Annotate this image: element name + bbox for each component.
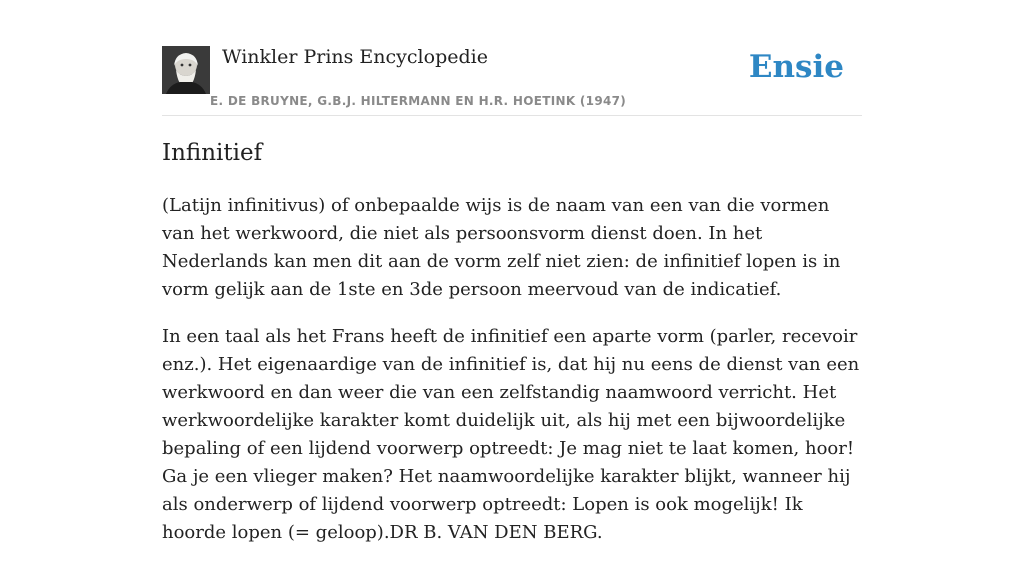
author-avatar[interactable] bbox=[162, 46, 210, 94]
source-authors: E. DE BRUYNE, G.B.J. HILTERMANN EN H.R. HOETINK (1947) bbox=[210, 94, 627, 108]
article-paragraph: In een taal als het Frans heeft de infinitief een aparte vorm (parler, recevoir enz.). Het eigenaardige van de infinitief is, dat hij nu eens de dienst van een werkwoord en dan weer die van een zelfstandig naamwoord verricht. Het werkwoordelijke karakter komt duidelijk uit, als hij met een bijwoordelijke bepaling of een lijdend voorwerp optreedt: Je mag niet te laat komen, hoor! Ga je een vlieger maken? Het naamwoordelijke karakter blijkt, wanneer hij als onderwerp of lijdend voorwerp optreedt: Lopen is ook mogelijk! Ik hoorde lopen (= geloop).DR B. VAN DEN BERG. bbox=[162, 326, 860, 543]
author-portrait-icon bbox=[162, 46, 210, 94]
article-body bbox=[162, 192, 867, 566]
article-paragraph: (Latijn infinitivus) of onbepaalde wijs is de naam van een van die vormen van het werkwoord, die niet als persoonsvorm dienst doen. In het Nederlands kan men dit aan de vorm zelf niet zien: de infinitief lopen is in vorm gelijk aan de 1ste en 3de persoon meervoud van de indicatief. bbox=[162, 195, 841, 300]
article-title: Infinitief bbox=[162, 140, 263, 166]
source-title[interactable]: Winkler Prins Encyclopedie bbox=[222, 46, 488, 68]
ensie-logo[interactable]: Ensie bbox=[748, 49, 844, 85]
source-header bbox=[162, 40, 862, 116]
